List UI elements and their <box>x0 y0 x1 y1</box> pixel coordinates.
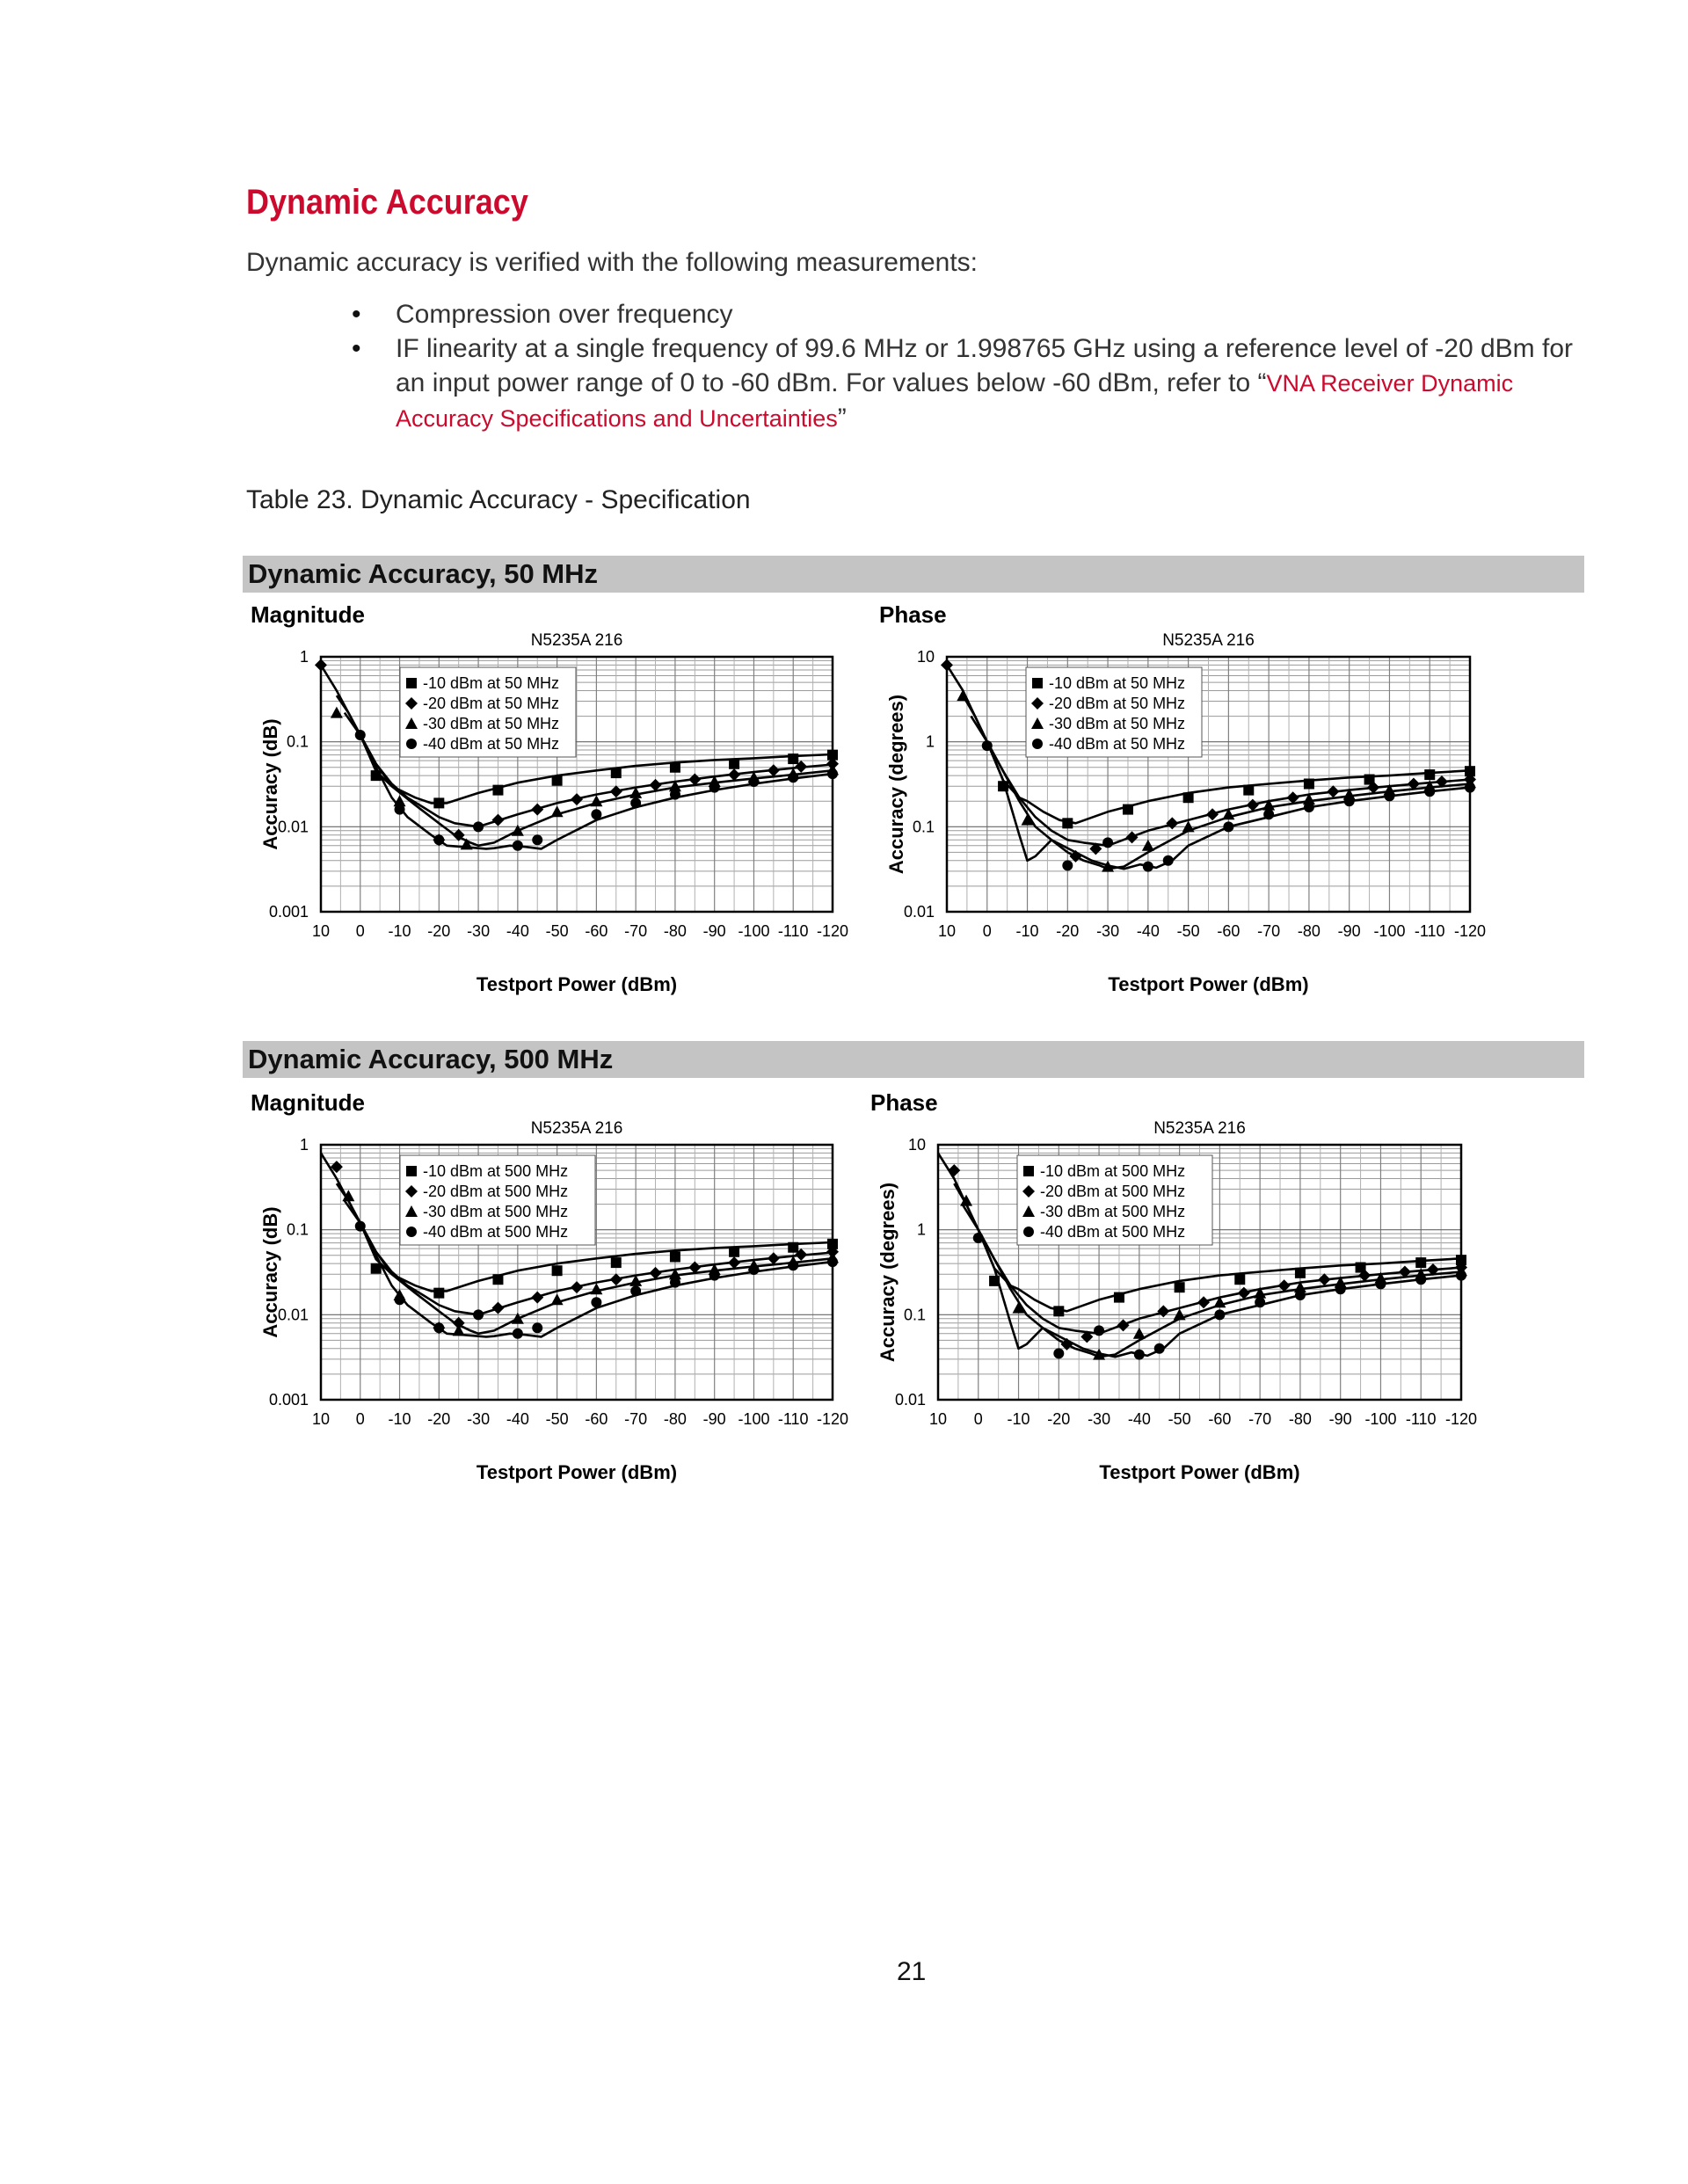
panel-label: Magnitude <box>251 601 365 628</box>
x-tick-label: -60 <box>1208 1410 1232 1428</box>
x-tick-label: -50 <box>1176 922 1200 940</box>
circle-marker <box>433 834 444 845</box>
x-tick-label: 10 <box>928 1410 948 1428</box>
bullet-item-if-linearity <box>352 331 1600 436</box>
diamond-marker <box>610 1273 622 1285</box>
table-caption: Table 23. Dynamic Accuracy - Specification <box>246 485 751 514</box>
square-marker <box>1023 1166 1034 1176</box>
triangle-marker <box>551 1293 564 1305</box>
square-marker <box>492 1274 503 1285</box>
y-tick-label: 1 <box>299 1136 309 1154</box>
circle-marker <box>395 1294 405 1305</box>
square-marker <box>729 1247 739 1257</box>
circle-marker <box>1102 837 1113 848</box>
circle-marker <box>1223 821 1233 832</box>
diamond-marker <box>571 1281 583 1293</box>
circle-marker <box>473 821 484 832</box>
circle-marker <box>473 1309 484 1320</box>
section-header-50mhz: Dynamic Accuracy, 50 MHz <box>243 556 1584 593</box>
x-tick-label: -60 <box>1217 922 1241 940</box>
circle-marker <box>788 772 798 783</box>
circle-marker <box>1255 1297 1265 1307</box>
square-marker <box>788 1242 798 1253</box>
x-tick-label: -110 <box>777 1410 809 1428</box>
legend-label: -20 dBm at 500 MHz <box>1040 1183 1186 1200</box>
diamond-marker <box>491 814 504 826</box>
circle-marker <box>827 1256 838 1267</box>
circle-marker <box>1032 739 1043 749</box>
x-tick-label: -10 <box>388 1410 411 1428</box>
square-marker <box>1243 785 1254 796</box>
circle-marker <box>532 834 542 845</box>
x-tick-label: -30 <box>467 922 491 940</box>
x-tick-label: -110 <box>777 922 809 940</box>
bullet-list <box>352 297 1600 436</box>
circle-marker <box>355 730 366 740</box>
x-tick-label: -40 <box>506 1410 529 1428</box>
x-tick-label: -120 <box>816 922 849 940</box>
circle-marker <box>670 790 680 800</box>
y-tick-label: 0.1 <box>286 1220 309 1239</box>
square-marker <box>1053 1306 1064 1316</box>
square-marker <box>552 775 563 786</box>
square-marker <box>788 753 798 764</box>
circle-marker <box>1304 802 1314 812</box>
square-marker <box>433 1288 444 1299</box>
y-tick-label: 10 <box>907 1136 926 1154</box>
page-title: Dynamic Accuracy <box>246 183 528 222</box>
x-tick-label: -40 <box>506 922 529 940</box>
x-axis-label: Testport Power (dBm) <box>476 973 678 995</box>
bullet-text: Compression over frequency <box>396 300 733 329</box>
circle-marker <box>827 768 838 779</box>
circle-marker <box>982 740 993 751</box>
circle-marker <box>1214 1309 1225 1320</box>
circle-marker <box>1062 860 1073 870</box>
section-header-500mhz: Dynamic Accuracy, 500 MHz <box>243 1041 1584 1078</box>
legend-label: -20 dBm at 50 MHz <box>1049 695 1186 712</box>
x-tick-label: -10 <box>1007 1410 1030 1428</box>
x-tick-label: -60 <box>585 1410 608 1428</box>
y-tick-label: 0.1 <box>903 1306 926 1324</box>
circle-marker <box>513 1329 523 1339</box>
circle-marker <box>709 1270 720 1281</box>
square-marker <box>1062 818 1073 828</box>
square-marker <box>729 759 739 769</box>
x-tick-label: -40 <box>1136 922 1160 940</box>
y-tick-label: 0.01 <box>903 903 935 921</box>
receiver-accuracy-link[interactable]: VNA Receiver Dynamic Accuracy Specifications and Uncertainties <box>396 370 1514 432</box>
legend-label: -40 dBm at 500 MHz <box>1040 1223 1186 1241</box>
x-tick-label: -80 <box>1297 922 1321 940</box>
legend-label: -10 dBm at 500 MHz <box>1040 1162 1186 1180</box>
bullet-item-compression <box>352 297 1600 331</box>
x-axis-label: Testport Power (dBm) <box>1108 973 1309 995</box>
legend-label: -40 dBm at 500 MHz <box>423 1223 569 1241</box>
chart-title: N5235A 216 <box>1162 631 1255 650</box>
y-tick-label: 0.001 <box>268 1391 309 1409</box>
circle-marker <box>1384 790 1394 801</box>
x-tick-label: -100 <box>738 1410 770 1428</box>
legend-label: -10 dBm at 50 MHz <box>1049 674 1186 692</box>
circle-marker <box>1375 1278 1386 1289</box>
chart-title: N5235A 216 <box>530 631 623 650</box>
x-tick-label: -80 <box>663 1410 687 1428</box>
x-tick-label: -70 <box>1257 922 1281 940</box>
x-tick-label: 0 <box>355 1410 365 1428</box>
square-marker <box>670 762 680 773</box>
square-marker <box>406 678 417 688</box>
x-tick-label: -90 <box>702 922 726 940</box>
x-tick-label: -20 <box>427 922 451 940</box>
square-marker <box>492 785 503 796</box>
triangle-marker <box>1133 1328 1146 1339</box>
circle-marker <box>355 1221 366 1232</box>
square-marker <box>1032 678 1043 688</box>
x-tick-label: -100 <box>738 922 770 940</box>
x-tick-label: -120 <box>816 1410 849 1428</box>
x-tick-label: -100 <box>1373 922 1406 940</box>
square-marker <box>611 1257 622 1268</box>
legend-label: -40 dBm at 50 MHz <box>1049 735 1186 753</box>
x-tick-label: -90 <box>702 1410 726 1428</box>
y-tick-label: 0.1 <box>912 818 935 836</box>
x-axis-label: Testport Power (dBm) <box>1099 1461 1300 1483</box>
square-marker <box>552 1265 563 1276</box>
circle-marker <box>513 841 523 851</box>
panel-label: Magnitude <box>251 1089 365 1116</box>
square-marker <box>1415 1257 1426 1268</box>
x-tick-label: 0 <box>973 1410 983 1428</box>
diamond-marker <box>531 804 543 816</box>
circle-marker <box>406 739 417 749</box>
circle-marker <box>591 1297 601 1307</box>
x-tick-label: 0 <box>355 922 365 940</box>
triangle-marker <box>551 805 564 817</box>
square-marker <box>611 768 622 778</box>
x-tick-label: -10 <box>1015 922 1039 940</box>
square-marker <box>433 797 444 808</box>
page-number: 21 <box>897 1957 927 1986</box>
panel-label: Phase <box>879 601 947 628</box>
square-marker <box>1114 1292 1124 1303</box>
circle-marker <box>395 804 405 815</box>
square-marker <box>1183 792 1194 803</box>
x-tick-label: -30 <box>1096 922 1120 940</box>
chart-title: N5235A 216 <box>530 1119 623 1138</box>
triangle-marker <box>1142 840 1154 851</box>
phase-chart-500mhz <box>870 1089 1495 1499</box>
square-marker <box>1234 1274 1245 1285</box>
legend <box>1017 1155 1212 1245</box>
legend-label: -30 dBm at 500 MHz <box>423 1203 569 1220</box>
magnitude-chart-50mhz <box>251 601 857 1011</box>
circle-marker <box>532 1322 542 1333</box>
y-tick-label: 0.001 <box>268 903 309 921</box>
x-tick-label: -100 <box>1364 1410 1397 1428</box>
diamond-marker <box>610 785 622 797</box>
x-tick-label: -30 <box>467 1410 491 1428</box>
circle-marker <box>1053 1348 1064 1358</box>
square-marker <box>1123 804 1133 815</box>
phase-chart-50mhz <box>879 601 1495 1011</box>
x-tick-label: -110 <box>1414 922 1445 940</box>
square-marker <box>1304 779 1314 790</box>
legend-label: -20 dBm at 50 MHz <box>423 695 560 712</box>
diamond-marker <box>491 1302 504 1314</box>
legend-label: -30 dBm at 500 MHz <box>1040 1203 1186 1220</box>
x-tick-label: 10 <box>937 922 957 940</box>
circle-marker <box>748 1264 759 1275</box>
circle-marker <box>630 1285 641 1296</box>
diamond-marker <box>768 1252 780 1264</box>
x-tick-label: -120 <box>1453 922 1487 940</box>
circle-marker <box>591 809 601 819</box>
legend-label: -10 dBm at 500 MHz <box>423 1162 569 1180</box>
circle-marker <box>1295 1290 1306 1300</box>
circle-marker <box>973 1233 984 1243</box>
intro-paragraph: Dynamic accuracy is verified with the following measurements: <box>246 248 978 277</box>
square-marker <box>1295 1268 1306 1278</box>
x-tick-label: 10 <box>311 922 331 940</box>
circle-marker <box>1134 1350 1145 1360</box>
grid <box>947 657 1470 912</box>
chart-title: N5235A 216 <box>1153 1119 1246 1138</box>
circle-marker <box>1424 786 1435 797</box>
square-marker <box>406 1166 417 1176</box>
x-tick-label: -10 <box>388 922 411 940</box>
y-tick-label: 1 <box>925 732 935 751</box>
y-tick-label: 1 <box>916 1220 926 1239</box>
y-axis-label: Accuracy (degrees) <box>885 694 907 875</box>
circle-marker <box>433 1322 444 1333</box>
x-tick-label: -50 <box>545 922 569 940</box>
x-tick-label: -20 <box>1047 1410 1071 1428</box>
legend-label: -30 dBm at 50 MHz <box>1049 715 1186 732</box>
circle-marker <box>1154 1343 1165 1354</box>
x-tick-label: -20 <box>1056 922 1080 940</box>
x-tick-label: -60 <box>585 922 608 940</box>
circle-marker <box>748 776 759 787</box>
x-tick-label: -30 <box>1088 1410 1111 1428</box>
square-marker <box>1424 769 1435 780</box>
diamond-marker <box>531 1292 543 1304</box>
circle-marker <box>1094 1325 1104 1336</box>
circle-marker <box>1335 1284 1346 1294</box>
circle-marker <box>1415 1274 1426 1285</box>
circle-marker <box>670 1278 680 1288</box>
circle-marker <box>1344 796 1355 806</box>
legend <box>400 1155 595 1245</box>
x-tick-label: -90 <box>1337 922 1361 940</box>
y-tick-label: 0.01 <box>277 1306 309 1324</box>
legend-label: -30 dBm at 50 MHz <box>423 715 560 732</box>
x-tick-label: -120 <box>1444 1410 1478 1428</box>
x-tick-label: 10 <box>311 1410 331 1428</box>
circle-marker <box>406 1227 417 1237</box>
circle-marker <box>1465 783 1475 793</box>
x-tick-label: -80 <box>1288 1410 1312 1428</box>
x-tick-label: -90 <box>1328 1410 1352 1428</box>
circle-marker <box>1023 1227 1034 1237</box>
legend-label: -40 dBm at 50 MHz <box>423 735 560 753</box>
legend-label: -10 dBm at 50 MHz <box>423 674 560 692</box>
legend <box>1026 667 1202 757</box>
y-tick-label: 0.01 <box>277 818 309 836</box>
circle-marker <box>630 797 641 808</box>
y-axis-label: Accuracy (degrees) <box>877 1182 899 1363</box>
circle-marker <box>1456 1270 1466 1281</box>
x-tick-label: -40 <box>1127 1410 1151 1428</box>
x-tick-label: -70 <box>624 922 648 940</box>
diamond-marker <box>768 764 780 776</box>
legend <box>400 667 576 757</box>
y-tick-label: 1 <box>299 648 309 666</box>
square-marker <box>1175 1282 1185 1292</box>
x-axis-label: Testport Power (dBm) <box>476 1461 678 1483</box>
y-axis-label: Accuracy (dB) <box>259 718 281 850</box>
circle-marker <box>1163 855 1174 866</box>
y-tick-label: 10 <box>916 648 935 666</box>
x-tick-label: -80 <box>663 922 687 940</box>
x-tick-label: 0 <box>982 922 992 940</box>
x-tick-label: -50 <box>1168 1410 1191 1428</box>
y-tick-label: 0.01 <box>894 1391 926 1409</box>
circle-marker <box>709 783 720 793</box>
circle-marker <box>1143 862 1153 872</box>
panel-label: Phase <box>870 1089 938 1116</box>
y-tick-label: 0.1 <box>286 732 309 751</box>
bullet-text-end: ” <box>837 404 847 433</box>
circle-marker <box>788 1260 798 1270</box>
legend-label: -20 dBm at 500 MHz <box>423 1183 569 1200</box>
x-tick-label: -70 <box>1248 1410 1272 1428</box>
x-tick-label: -50 <box>545 1410 569 1428</box>
x-tick-label: -70 <box>624 1410 648 1428</box>
diamond-marker <box>571 793 583 805</box>
square-marker <box>670 1251 680 1262</box>
circle-marker <box>1263 809 1274 819</box>
magnitude-chart-500mhz <box>251 1089 857 1499</box>
y-axis-label: Accuracy (dB) <box>259 1206 281 1338</box>
bullet-text: IF linearity at a single frequency of 99.6 MHz or 1.998765 GHz using a reference level of -20 dBm for an input power range of 0 to -60 dBm. For values below -60 dBm, refer to “ <box>396 334 1574 397</box>
x-tick-label: -110 <box>1405 1410 1437 1428</box>
x-tick-label: -20 <box>427 1410 451 1428</box>
